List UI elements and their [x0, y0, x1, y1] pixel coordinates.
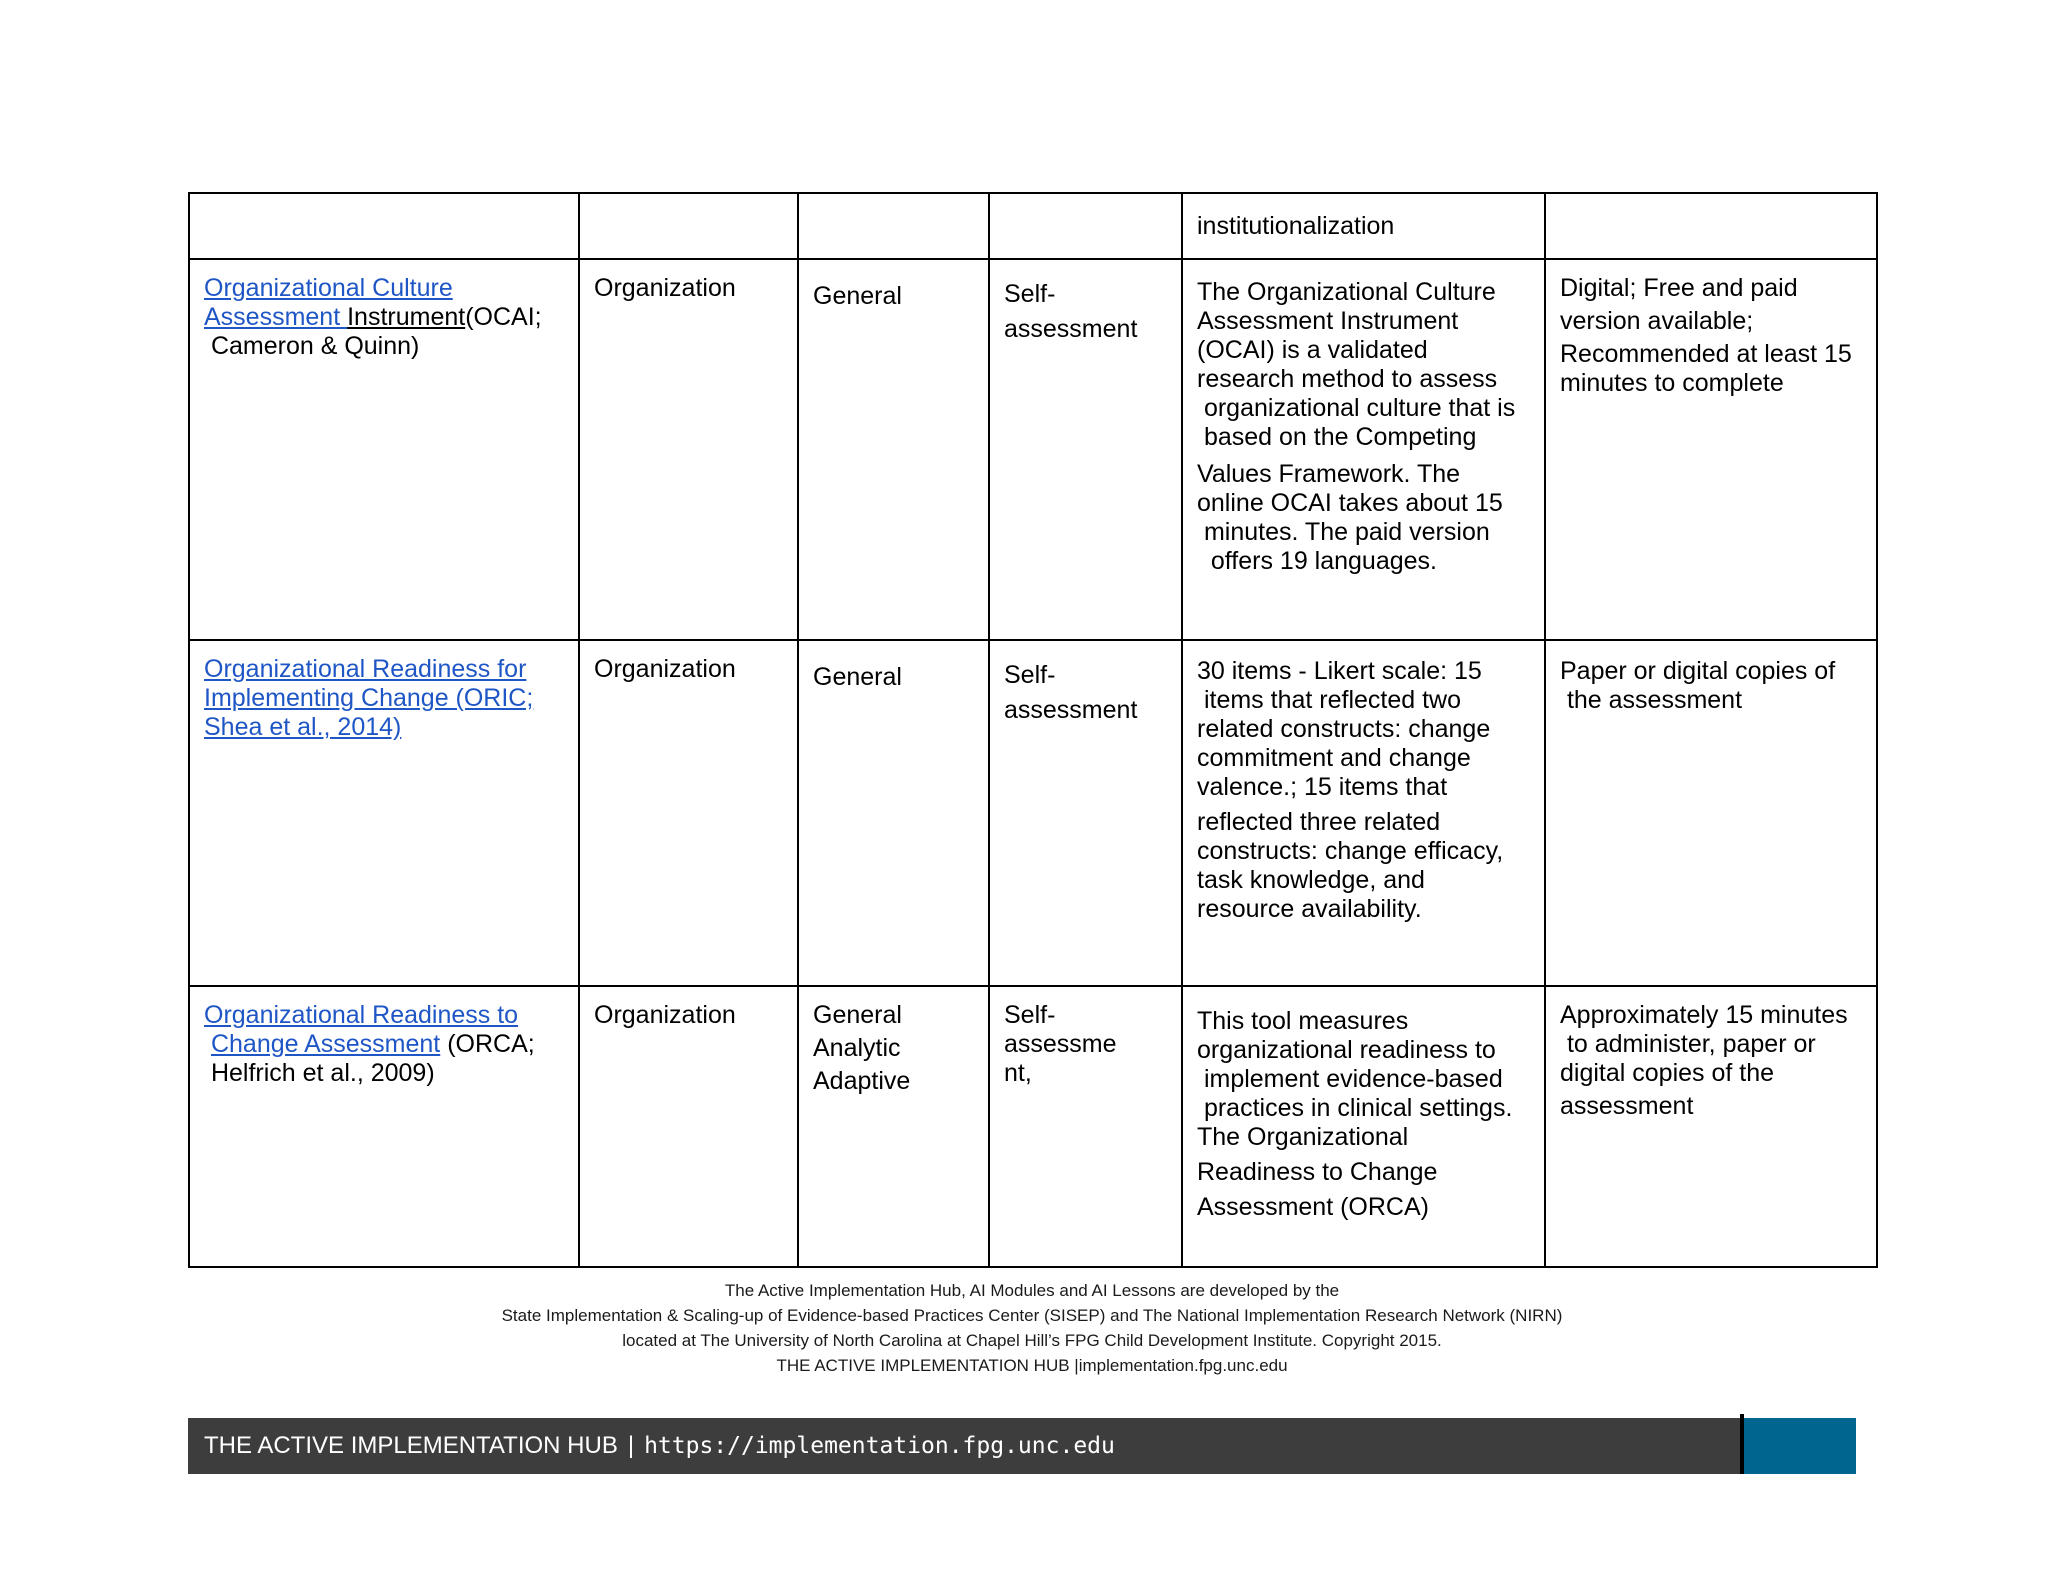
description-cell — [1182, 986, 1545, 1267]
method-cell — [989, 640, 1182, 986]
description-line: practices in clinical settings. — [1197, 1094, 1513, 1122]
orca-link[interactable]: Organizational Readiness to — [204, 1001, 519, 1029]
orca-authors: Helfrich et al., 2009) — [204, 1059, 435, 1087]
bottom-bar-accent — [1744, 1418, 1856, 1474]
orca-link-cont[interactable]: Change Assessment — [210, 1030, 441, 1058]
access-cell — [1545, 986, 1877, 1267]
description-line: items that reflected two — [1197, 686, 1462, 714]
oric-link[interactable]: Organizational Readiness for — [204, 655, 527, 683]
tool-cell — [189, 259, 579, 640]
level-text: Organization — [594, 655, 736, 683]
scope-cell — [798, 193, 989, 259]
method-cell — [989, 259, 1182, 640]
ocai-citation: (OCAI; — [465, 303, 542, 331]
description-line: implement evidence-based — [1197, 1065, 1503, 1093]
ocai-link-cont[interactable]: Assessment — [204, 303, 348, 331]
description-line: Assessment Instrument — [1197, 307, 1459, 335]
description-line: The Organizational Culture — [1197, 278, 1496, 306]
description-line: constructs: change efficacy, — [1197, 837, 1504, 865]
tool-cell — [189, 193, 579, 259]
method-line: Self- — [1004, 280, 1056, 308]
description-line: Values Framework. The — [1197, 460, 1461, 488]
method-cell — [989, 193, 1182, 259]
ocai-instrument-text[interactable]: Instrument — [347, 303, 466, 331]
tool-cell — [189, 986, 579, 1267]
table-row — [189, 193, 1877, 259]
description-line: minutes. The paid version — [1197, 518, 1490, 546]
table-row — [189, 986, 1877, 1267]
access-line: Approximately 15 minutes — [1560, 1001, 1848, 1029]
description-line: institutionalization — [1197, 212, 1395, 240]
description-line: research method to assess — [1197, 365, 1498, 393]
footer-line: located at The University of North Carolina at Chapel Hill’s FPG Child Development Institute. Copyright 2015. — [622, 1331, 1442, 1350]
access-line: the assessment — [1560, 686, 1743, 714]
scope-line: Adaptive — [813, 1067, 911, 1095]
table-row — [189, 640, 1877, 986]
scope-cell — [798, 986, 989, 1267]
level-text: Organization — [594, 1001, 736, 1029]
description-line: organizational culture that is — [1197, 394, 1516, 422]
ocai-authors: Cameron & Quinn) — [204, 332, 420, 360]
description-line: The Organizational — [1197, 1123, 1409, 1151]
level-cell — [579, 193, 798, 259]
oric-link-cont[interactable]: Shea et al., 2014) — [204, 713, 402, 741]
description-line: resource availability. — [1197, 895, 1422, 923]
description-line: Assessment (ORCA) — [1197, 1193, 1429, 1221]
tools-table — [188, 192, 1878, 1268]
access-cell — [1545, 259, 1877, 640]
description-line: This tool measures — [1197, 1007, 1409, 1035]
scope-line: General — [813, 1001, 902, 1029]
access-line: Recommended at least 15 — [1560, 340, 1852, 368]
bottom-bar-title: THE ACTIVE IMPLEMENTATION HUB — [204, 1432, 618, 1459]
method-line: assessment — [1004, 315, 1138, 343]
footer-line: THE ACTIVE IMPLEMENTATION HUB |implementation.fpg.unc.edu — [776, 1356, 1288, 1375]
oric-link-cont[interactable]: Implementing Change (ORIC; — [204, 684, 534, 712]
description-line: based on the Competing — [1197, 423, 1477, 451]
ocai-link[interactable]: Organizational Culture — [204, 274, 453, 302]
access-cell — [1545, 193, 1877, 259]
scope-text: General — [813, 282, 902, 310]
level-text: Organization — [594, 274, 736, 302]
description-cell — [1182, 640, 1545, 986]
access-line: digital copies of the — [1560, 1059, 1775, 1087]
level-cell — [579, 259, 798, 640]
method-line: Self-assessme — [1004, 1001, 1117, 1058]
access-cell — [1545, 640, 1877, 986]
method-cell — [989, 986, 1182, 1267]
method-line: Self- — [1004, 661, 1056, 689]
description-cell — [1182, 193, 1545, 259]
tool-cell — [189, 640, 579, 986]
description-line: reflected three related — [1197, 808, 1441, 836]
description-cell — [1182, 259, 1545, 640]
access-line: version available; — [1560, 307, 1754, 335]
table-row — [189, 259, 1877, 640]
scope-line: Analytic — [813, 1034, 901, 1062]
footer-line: The Active Implementation Hub, AI Modules and AI Lessons are developed by the — [724, 1281, 1340, 1300]
footer-notes — [188, 1278, 1876, 1378]
bottom-bar-url[interactable]: https://implementation.fpg.unc.edu — [644, 1433, 1115, 1459]
scope-cell — [798, 259, 989, 640]
description-line: organizational readiness to — [1197, 1036, 1496, 1064]
scope-text: General — [813, 663, 902, 691]
description-line: related constructs: change — [1197, 715, 1491, 743]
description-line: Readiness to Change — [1197, 1158, 1438, 1186]
description-line: commitment and change — [1197, 744, 1471, 772]
method-line: assessment — [1004, 696, 1138, 724]
access-line: Digital; Free and paid — [1560, 274, 1798, 302]
level-cell — [579, 986, 798, 1267]
description-line: (OCAI) is a validated — [1197, 336, 1428, 364]
description-line: online OCAI takes about 15 — [1197, 489, 1503, 517]
description-line: offers 19 languages. — [1197, 547, 1437, 575]
description-line: task knowledge, and — [1197, 866, 1425, 894]
method-line: nt, — [1004, 1059, 1032, 1087]
bottom-bar — [188, 1418, 1740, 1474]
footer-line: State Implementation & Scaling-up of Evidence-based Practices Center (SISEP) and The National Implementation Research Network (NIRN) — [501, 1306, 1563, 1325]
level-cell — [579, 640, 798, 986]
access-line: assessment — [1560, 1092, 1694, 1120]
orca-citation: (ORCA; — [440, 1030, 535, 1058]
bottom-bar-separator: | — [627, 1432, 635, 1459]
scope-cell — [798, 640, 989, 986]
access-line: minutes to complete — [1560, 369, 1784, 397]
access-line: to administer, paper or — [1560, 1030, 1816, 1058]
description-line: valence.; 15 items that — [1197, 773, 1448, 801]
access-line: Paper or digital copies of — [1560, 657, 1836, 685]
description-line: 30 items - Likert scale: 15 — [1197, 657, 1482, 685]
